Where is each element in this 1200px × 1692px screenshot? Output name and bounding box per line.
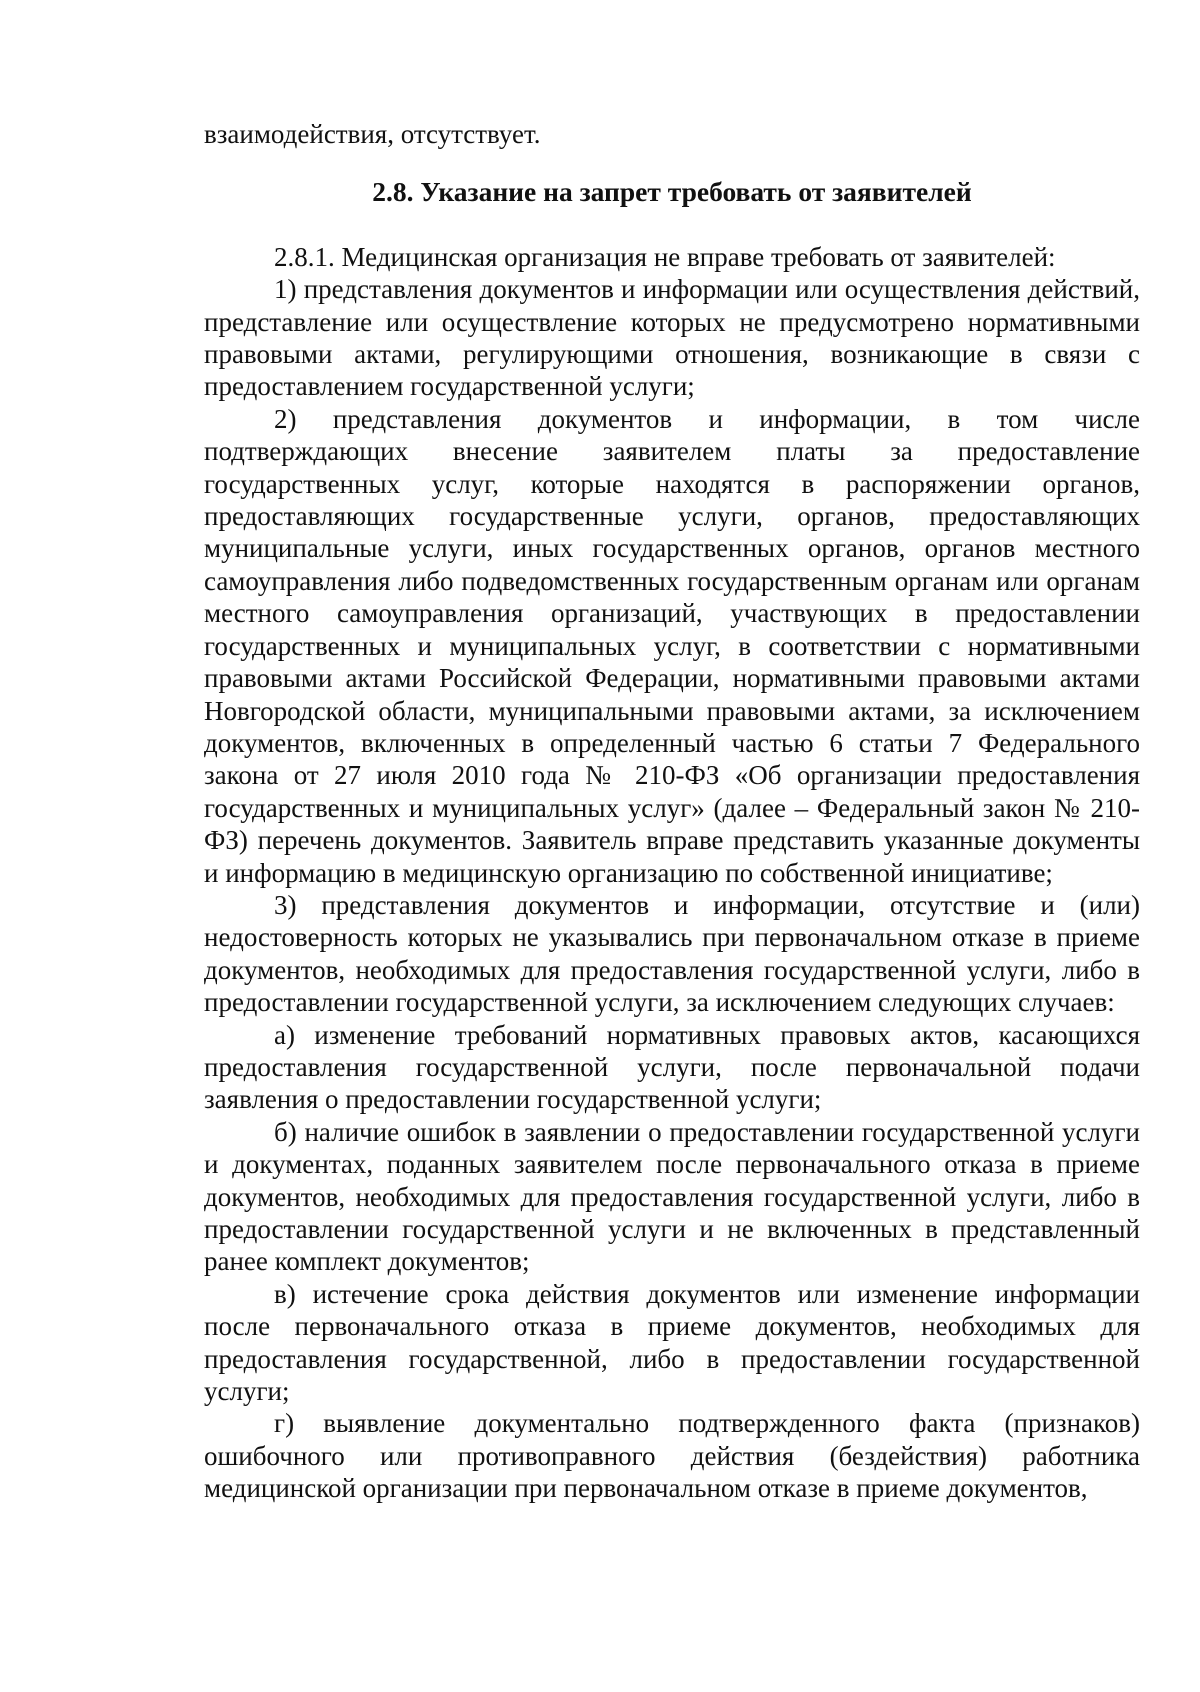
subitem-a: а) изменение требований нормативных правовых актов, касающихся предоставления государственной услуги, после первоначальной подачи заявления о предоставлении государственной услуги; <box>204 1019 1140 1115</box>
subitem-b: б) наличие ошибок в заявлении о предоставлении государственной услуги и документах, поданных заявителем после первоначального отказа в приеме документов, необходимых для предоставления государственной услуги, либо в предоставлении государственной услуги и не включенных в представленный ранее комплект документов; <box>204 1116 1140 1277</box>
clause-intro: 2.8.1. Медицинская организация не вправе требовать от заявителей: <box>274 241 1056 272</box>
subitem-v: в) истечение срока действия документов или изменение информации после первоначального отказа в приеме документов, необходимых для предоставления государственной, либо в предоставлении государственной услуги; <box>204 1278 1140 1407</box>
list-item-3: 3) представления документов и информации, отсутствие и (или) недостоверность которых не указывались при первоначальном отказе в приеме документов, необходимых для предоставления государственной услуги, либо в предоставлении государственной услуги, за исключением следующих случаев: <box>204 889 1140 1018</box>
section-heading: 2.8. Указание на запрет требовать от заявителей <box>372 176 972 208</box>
list-item-2: 2) представления документов и информации, в том числе подтверждающих внесение заявителем платы за предоставление государственных услуг, которые находятся в распоряжении органов, предоставляющих государственные услуги, органов, предоставляющих муниципальные услуги, иных государственных органов, органов местного самоуправления либо подведомственных государственным органам или органам местного самоуправления организаций, участвующих в предоставлении государственных и муниципальных услуг, в соответствии с нормативными правовыми актами Российской Федерации, нормативными правовыми актами Новгородской области, муниципальными правовыми актами, за исключением документов, включенных в определенный частью 6 статьи 7 Федерального закона от 27 июля 2010 года № 210-ФЗ «Об организации предоставления государственных и муниципальных услуг» (далее – Федеральный закон № 210-ФЗ) перечень документов. Заявитель вправе представить указанные документы и информацию в медицинскую организацию по собственной инициативе; <box>204 403 1140 888</box>
subitem-g: г) выявление документально подтвержденного факта (признаков) ошибочного или противоправного действия (бездействия) работника медицинской организации при первоначальном отказе в приеме документов, <box>204 1408 1140 1504</box>
list-item-1: 1) представления документов и информации или осуществления действий, представление или осуществление которых не предусмотрено нормативными правовыми актами, регулирующими отношения, возникающие в связи с предоставлением государственной услуги; <box>204 274 1140 402</box>
lead-fragment: взаимодействия, отсутствует. <box>204 119 541 149</box>
document-body <box>204 118 1140 1505</box>
